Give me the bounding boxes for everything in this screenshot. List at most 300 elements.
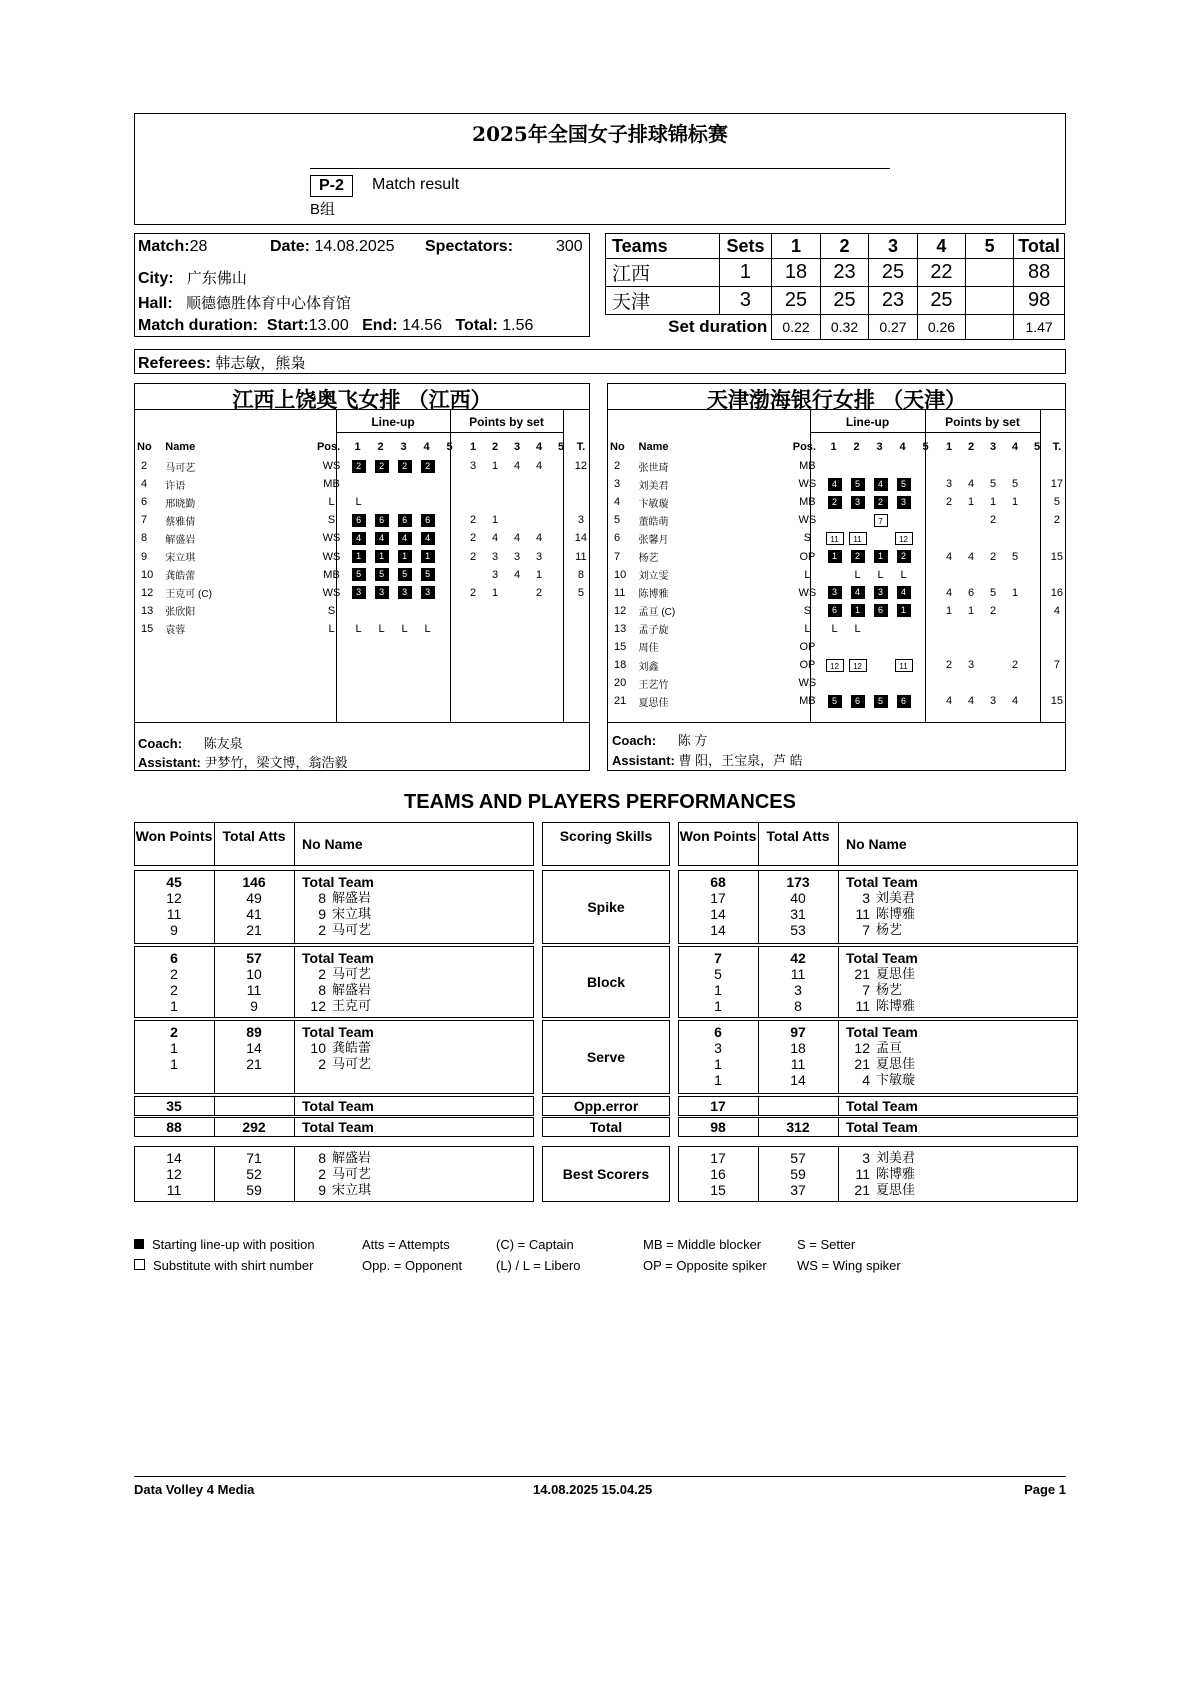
starting-position-box: 4 [398,532,412,545]
set-points: 1 [945,604,953,617]
starting-position-box: 6 [897,695,911,708]
player-name: 杨艺 [876,982,903,997]
lineup-slot [869,496,892,509]
player-total-points [1051,566,1063,584]
substitute-number-box: 12 [826,659,844,672]
set-points: 3 [492,550,499,563]
total-attempts-value: 42 [790,950,806,966]
lineup-set-number: 5 [446,441,453,453]
lineup-slot [892,586,915,599]
player-number: 2 [318,922,326,938]
set-points: 2 [945,659,953,672]
points-set-number: 5 [1033,441,1041,453]
player-number: 12 [614,604,627,617]
lineup-slot [370,623,393,635]
roster-header-no: No [137,441,152,453]
player-lineup [346,493,462,511]
lineup-slot [416,514,439,527]
roster-header-pos: Pos. [792,441,816,453]
player-position: L [328,496,335,509]
player-name: 卞敏璇 [876,1072,916,1087]
legend-setter: S = Setter [797,1237,856,1252]
player-number: 7 [141,514,148,527]
total-team-label: Total Team [846,1098,918,1114]
no-name-header: No Name [846,836,907,852]
perf-col-divider [838,946,839,1018]
set-points: 2 [470,586,477,599]
player-name: 龚皓蕾 [165,571,196,583]
total-attempts-value: 18 [790,1040,806,1056]
set-points: 4 [1011,695,1019,708]
substitute-number-box: 7 [874,514,888,527]
lineup-slot [416,586,439,599]
player-name: 蔡雅倩 [165,516,196,528]
total-attempts-header: Total Atts [222,828,286,844]
player-name: 董皓萌 [638,516,669,528]
lineup-slot [393,623,416,635]
starting-position-box: 5 [375,568,389,581]
roster-header-no: No [610,441,625,453]
player-total-points: 4 [1053,604,1060,617]
team-a-title: 江西上饶奥飞女排 （江西） [232,387,492,412]
perf-col-divider [294,1146,295,1202]
starting-position-box: 2 [375,460,389,473]
lineup-slot [892,695,915,708]
player-name: 龚皓蕾 [332,1040,372,1055]
document-code: P-2 [310,175,353,197]
points-set-number: 2 [492,441,499,453]
player-row [610,475,1063,493]
perf-col-divider [758,1096,759,1116]
player-position: MB [799,460,816,473]
team-b-coach: Coach: 陈 方 [612,733,708,748]
player-name: 许语 [165,480,186,492]
set-duration-row: Set duration 0.22 0.32 0.27 0.26 1.47 [606,315,1065,340]
player-lineup [822,547,938,565]
footer-timestamp: 14.08.2025 15.04.25 [533,1482,653,1497]
total-attempts-value: 21 [246,1056,262,1072]
player-name: 陈博雅 [638,589,669,601]
substitute-number-box: 11 [895,659,913,672]
starting-position-box: 1 [897,604,911,617]
player-row [137,547,587,565]
starting-position-box: 1 [851,604,865,617]
lineup-slot [347,586,370,599]
won-points-value: 88 [166,1119,182,1135]
player-name: 夏思佳 [876,966,916,981]
player-points [938,584,1051,602]
player-name: 马可艺 [332,1166,372,1181]
perf-col-divider [294,1117,295,1137]
player-name: 夏思佳 [876,1056,916,1071]
skill-label: Block [586,974,626,990]
starting-position-box: 6 [828,604,842,617]
starting-position-box: 3 [851,496,865,509]
lineup-slot [846,532,869,545]
player-row [610,602,1063,620]
total-team-label: Total Team [302,1098,374,1114]
player-position: L [328,622,335,635]
set-points: 4 [514,460,521,473]
player-number: 21 [854,1182,870,1198]
player-total-points: 11 [575,550,587,563]
player-lineup [822,674,938,692]
player-number: 13 [141,604,154,617]
won-points-value: 9 [170,922,178,938]
starting-position-box: 1 [421,550,435,563]
starting-position-box: 3 [897,496,911,509]
set-points: 2 [536,586,543,599]
won-points-value: 11 [166,1182,182,1198]
won-points-value: 5 [714,966,722,982]
footer-page-number: Page 1 [1024,1482,1066,1497]
no-name-header: No Name [302,836,363,852]
won-points-value: 2 [170,1024,178,1040]
player-number: 8 [318,890,326,906]
lineup-slot [892,532,915,545]
legend-libero: (L) / L = Libero [496,1258,581,1273]
hall: Hall: 顺德德胜体育中心体育馆 [138,295,352,312]
player-number: 8 [318,1150,326,1166]
set-points: 1 [1011,586,1019,599]
player-lineup [346,529,462,547]
total-attempts-value: 11 [790,966,806,982]
player-position: WS [798,677,817,690]
skill-label: Spike [587,899,625,915]
starting-position-box: 3 [874,586,888,599]
lineup-slot [846,659,869,672]
starting-position-box: 2 [421,460,435,473]
player-points [938,511,1051,529]
roster-header-pos: Pos. [316,441,341,453]
lineup-slot [869,604,892,617]
player-row [610,457,1063,475]
team-b-subheader-divider [810,432,1040,433]
starting-position-box: 1 [828,550,842,563]
header-divider [310,168,890,169]
player-name: 解盛岩 [332,1150,372,1165]
starting-position-box: 2 [828,496,842,509]
starting-position-box: 5 [828,695,842,708]
total-attempts-value: 9 [250,998,258,1014]
lineup-slot [892,478,915,491]
player-row [610,692,1063,710]
lineup-slot [869,586,892,599]
player-lineup [822,620,938,638]
player-lineup [822,692,938,710]
player-name: 张世琦 [638,462,669,474]
player-number: 9 [141,550,148,563]
player-name: 陈博雅 [876,906,916,921]
player-total-points: 3 [577,514,584,527]
set-points: 2 [470,550,477,563]
team-a-roster [137,437,587,638]
total-team-label: Total Team [302,1024,374,1040]
won-points-value: 17 [710,1150,726,1166]
won-points-value: 3 [714,1040,722,1056]
won-points-value: 12 [166,890,182,906]
roster-header-row [610,437,1063,457]
libero-mark: L [854,622,861,635]
lineup-slot [823,604,846,617]
player-number: 12 [141,586,154,599]
perf-col-divider [838,1020,839,1094]
lineup-slot [892,659,915,672]
set-points: 3 [945,478,953,491]
libero-mark: L [424,622,431,635]
total-attempts-value: 57 [246,950,262,966]
starting-position-box: 6 [874,604,888,617]
player-points [938,529,1051,547]
set-points: 4 [536,460,543,473]
skill-label: Best Scorers [562,1166,650,1182]
player-total-points: 14 [574,532,587,545]
player-name: 邢晓勤 [165,498,196,510]
lineup-set-number: 2 [377,441,384,453]
set-points: 4 [945,695,953,708]
spectators-count: 300 [556,238,583,255]
legend-op: OP = Opposite spiker [643,1258,767,1273]
performances-title: TEAMS AND PLAYERS PERFORMANCES [404,791,796,813]
lineup-set-number: 1 [830,441,837,453]
total-attempts-value: 14 [790,1072,806,1088]
libero-mark: L [355,496,362,509]
player-name: 刘美君 [876,890,916,905]
player-number: 7 [614,550,621,563]
lineup-slot [393,532,416,545]
total-attempts-value: 40 [790,890,806,906]
player-row [137,457,587,475]
skill-label: Opp.error [573,1098,639,1114]
won-points-value: 17 [710,1098,726,1114]
set-points: 2 [989,604,997,617]
total-attempts-value: 71 [246,1150,262,1166]
roster-header-lineup-cols [346,437,462,457]
lineup-slot [892,569,915,581]
starting-position-box: 4 [421,532,435,545]
player-position: OP [799,640,816,653]
legend-opp: Opp. = Opponent [362,1258,463,1273]
roster-header-name: Name [165,441,196,453]
lineup-slot [823,496,846,509]
player-lineup [822,511,938,529]
player-name: 夏思佳 [876,1182,916,1197]
player-points [462,584,575,602]
roster-header-total: T. [1052,441,1062,453]
won-points-value: 1 [714,982,722,998]
lineup-slot [846,569,869,581]
set-points: 1 [967,604,975,617]
player-name: 杨艺 [638,553,659,565]
set-points: 3 [492,568,499,581]
player-number: 11 [855,998,870,1014]
won-points-value: 1 [170,1040,178,1056]
points-set-number: 1 [470,441,477,453]
player-number: 20 [614,677,627,690]
scoring-skills-header: Scoring Skills [559,828,653,844]
player-position: S [803,604,812,617]
player-row [137,475,587,493]
total-team-label: Total Team [846,874,918,890]
total-attempts-value: 31 [790,906,806,922]
page-title: 2025年全国女子排球锦标赛 [472,122,728,146]
match-number: Match:28 [138,238,208,255]
player-number: 7 [862,982,870,998]
player-total-points [575,493,587,511]
team-a-title-divider [134,409,590,410]
won-points-value: 6 [170,950,178,966]
player-lineup [346,457,462,475]
set-points: 4 [514,568,521,581]
libero-mark: L [877,568,884,581]
starting-position-box: 4 [897,586,911,599]
set-points: 2 [989,514,997,527]
player-row [610,638,1063,656]
player-position: WS [322,586,341,599]
player-points [938,566,1051,584]
set-points: 2 [945,496,953,509]
player-lineup [346,547,462,565]
lineup-slot [823,659,846,672]
starting-position-box: 2 [851,550,865,563]
player-row [137,620,587,638]
roster-header-name: Name [638,441,669,453]
player-lineup [346,511,462,529]
lineup-slot [370,532,393,545]
player-total-points [575,602,587,620]
perf-col-divider [838,1117,839,1137]
player-number: 4 [614,496,621,509]
player-name: 王克可 [332,998,372,1013]
points-set-number: 4 [536,441,543,453]
lineup-slot [869,478,892,491]
lineup-set-number: 2 [853,441,860,453]
lineup-slot [416,623,439,635]
player-number: 10 [614,568,627,581]
total-attempts-header: Total Atts [766,828,830,844]
player-position: MB [799,695,816,708]
won-points-value: 2 [170,966,178,982]
player-number: 2 [318,966,326,982]
won-points-value: 35 [166,1098,182,1114]
total-attempts-value: 49 [246,890,262,906]
player-lineup [822,493,938,511]
player-name: 袁蓉 [165,625,186,637]
total-attempts-value: 292 [242,1119,266,1135]
won-points-value: 17 [710,890,726,906]
starting-position-box: 4 [352,532,366,545]
roster-header-row [137,437,587,457]
player-points [938,457,1051,475]
lineup-set-number: 3 [876,441,883,453]
roster-header-points-cols [462,437,575,457]
perf-col-divider [214,1096,215,1116]
total-attempts-value: 89 [246,1024,262,1040]
lineup-slot [416,460,439,473]
starting-position-box: 5 [897,478,911,491]
player-name: 杨艺 [876,922,903,937]
player-name: 马可艺 [332,922,372,937]
player-name: 马可艺 [332,966,372,981]
player-points [938,475,1051,493]
won-points-value: 1 [714,998,722,1014]
lineup-slot [370,586,393,599]
player-name: 卞敏璇 [638,498,669,510]
starting-position-box: 3 [828,586,842,599]
starting-position-box: 1 [375,550,389,563]
won-points-value: 12 [166,1166,182,1182]
player-name: 陈博雅 [876,998,916,1013]
spectators-label: Spectators: [425,238,514,255]
team-b-title-divider [607,409,1066,410]
player-number: 2 [318,1056,326,1072]
points-set-number: 5 [558,441,565,453]
player-number: 21 [854,1056,870,1072]
player-number: 15 [614,640,627,653]
total-team-label: Total Team [846,1119,918,1135]
score-row: 江西 1 18 23 25 22 88 [606,259,1065,287]
lineup-slot [846,604,869,617]
document-label: Match result [372,176,460,193]
player-points [462,566,575,584]
won-points-value: 7 [714,950,722,966]
set-points: 4 [514,532,521,545]
substitute-number-box: 11 [849,532,867,545]
player-total-points: 12 [574,460,587,473]
player-total-points [1051,457,1063,475]
lineup-slot [823,586,846,599]
player-total-points: 17 [1050,478,1063,491]
set-points: 2 [470,514,477,527]
total-team-label: Total Team [302,950,374,966]
player-points [462,620,575,638]
legend-atts: Atts = Attempts [362,1237,450,1252]
total-attempts-value: 41 [246,906,262,922]
player-name: 张欣阳 [165,607,196,619]
player-number: 13 [614,622,627,635]
player-name: 王克可 (C) [165,589,212,601]
player-row [137,566,587,584]
libero-mark: L [831,622,838,635]
player-row [610,529,1063,547]
lineup-slot [846,586,869,599]
won-points-value: 1 [714,1056,722,1072]
player-lineup [822,475,938,493]
player-name: 张馨月 [638,534,669,546]
player-position: S [327,514,336,527]
lineup-slot [416,568,439,581]
set-points: 1 [967,496,975,509]
starting-position-box: 6 [421,514,435,527]
starting-position-box: 1 [398,550,412,563]
player-total-points: 5 [1053,496,1060,509]
player-number: 6 [141,496,148,509]
set-points: 4 [492,532,499,545]
libero-mark: L [854,568,861,581]
player-position: L [804,568,811,581]
score-table [605,233,1065,340]
player-points [938,602,1051,620]
lineup-slot [347,623,370,635]
set-points: 3 [967,659,975,672]
lineup-slot [846,496,869,509]
lineup-slot [347,532,370,545]
won-points-value: 1 [170,998,178,1014]
roster-header-lineup-cols [822,437,938,457]
lineup-slot [869,569,892,581]
points-set-number: 1 [945,441,953,453]
player-total-points: 7 [1053,659,1060,672]
